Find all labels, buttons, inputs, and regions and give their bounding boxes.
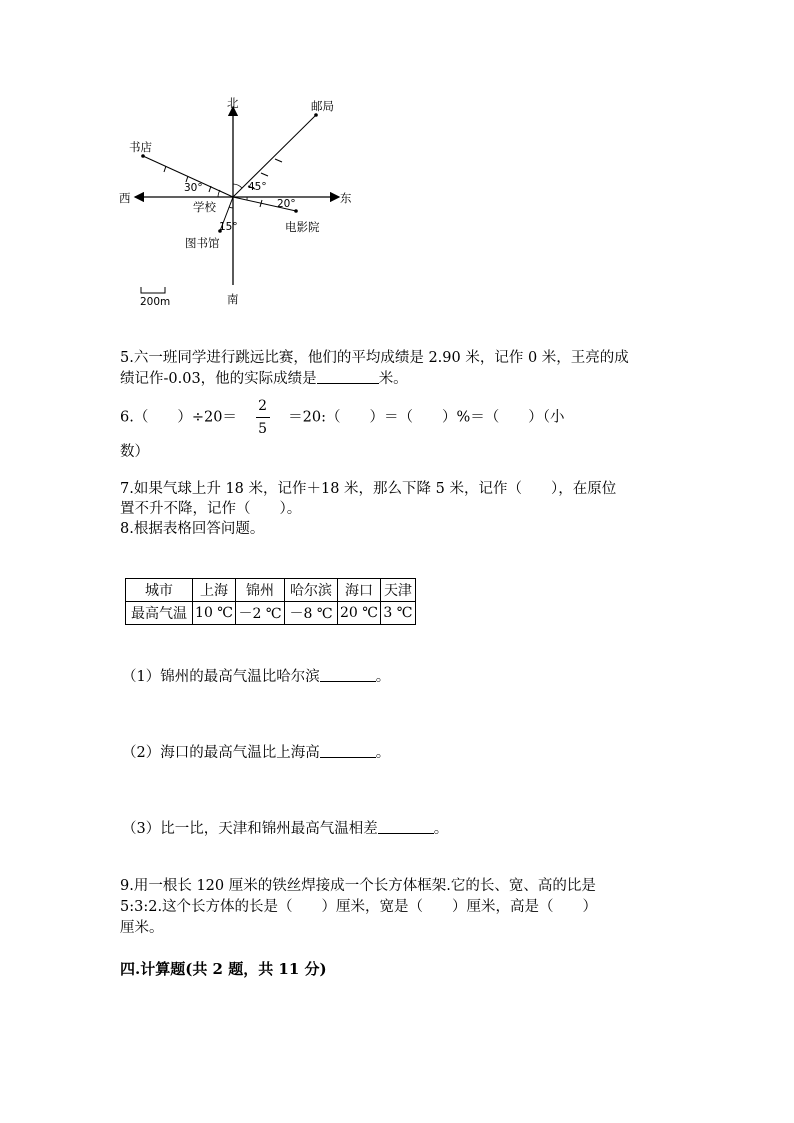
q9-line2: 5:3:2.这个长方体的长是（ ）厘米，宽是（ ）厘米，高是（ ） bbox=[120, 899, 598, 915]
table-header-row bbox=[126, 579, 416, 602]
library-label: 图书馆 bbox=[185, 236, 220, 250]
q8-sub2-blank[interactable] bbox=[320, 743, 376, 758]
q5-line2 bbox=[120, 369, 408, 390]
table-cell: －2 ℃ bbox=[236, 602, 285, 625]
post-office-ray bbox=[233, 115, 316, 197]
q5-line1: 5.六一班同学进行跳远比赛，他们的平均成绩是 2.90 米，记作 0 米，王亮的成 bbox=[120, 350, 629, 366]
table-cell: 3 ℃ bbox=[380, 602, 415, 625]
q8-sub2 bbox=[122, 743, 390, 764]
q8-sub3-end: 。 bbox=[433, 821, 449, 837]
direction-diagram bbox=[110, 90, 370, 315]
q8-sub1-end: 。 bbox=[375, 669, 391, 685]
q8-sub2-end: 。 bbox=[375, 745, 391, 761]
table-cell: 最高气温 bbox=[126, 602, 193, 625]
table-cell: 10 ℃ bbox=[193, 602, 236, 625]
table-cell: 锦州 bbox=[236, 579, 285, 602]
table-cell: 天津 bbox=[380, 579, 415, 602]
angle-bookstore-label: 30° bbox=[184, 182, 203, 194]
q8-sub3-text: （3）比一比，天津和锦州最高气温相差 bbox=[122, 821, 378, 837]
q8-sub1-blank[interactable] bbox=[320, 667, 376, 682]
q8-sub3-blank[interactable] bbox=[378, 819, 434, 834]
q7-line2: 置不升不降，记作（ ）。 bbox=[120, 501, 302, 517]
school-label: 学校 bbox=[193, 200, 216, 214]
scale-label: 200m bbox=[140, 296, 171, 308]
q8-sub3 bbox=[122, 819, 448, 840]
section-4-title: 四.计算题(共 2 题，共 11 分) bbox=[120, 960, 327, 978]
q6-fraction bbox=[256, 398, 270, 437]
q5-line2-text: 绩记作-0.03，他的实际成绩是 bbox=[120, 371, 317, 387]
angle-library-label: 15° bbox=[219, 221, 238, 233]
table-cell: 城市 bbox=[126, 579, 193, 602]
bookstore-label: 书店 bbox=[129, 140, 152, 154]
temperature-table bbox=[125, 578, 416, 625]
angle-post-label: 45° bbox=[248, 181, 267, 193]
q8-sub1 bbox=[122, 667, 390, 688]
table-cell: －8 ℃ bbox=[285, 602, 338, 625]
table-cell: 哈尔滨 bbox=[285, 579, 338, 602]
table-row bbox=[126, 602, 416, 625]
fraction-bar bbox=[256, 417, 270, 418]
q6-part-b: ＝20:（ ）＝（ ）%＝（ ）（小 bbox=[288, 409, 565, 426]
cinema-label: 电影院 bbox=[285, 220, 320, 234]
north-label: 北 bbox=[227, 96, 239, 110]
scale-bar bbox=[141, 287, 165, 293]
q8-sub2-text: （2）海口的最高气温比上海高 bbox=[122, 745, 320, 761]
q6-denominator: 5 bbox=[258, 421, 267, 437]
q7-line1: 7.如果气球上升 18 米，记作＋18 米，那么下降 5 米，记作（ ），在原位 bbox=[120, 481, 617, 497]
angle-cinema-label: 20° bbox=[277, 198, 296, 210]
west-label: 西 bbox=[119, 191, 131, 205]
q5-line2-unit: 米。 bbox=[378, 371, 408, 387]
south-label: 南 bbox=[227, 292, 239, 306]
table-cell: 海口 bbox=[338, 579, 381, 602]
q6-part-a: 6.（ ）÷20＝ bbox=[120, 409, 237, 426]
q5-answer-blank[interactable] bbox=[317, 369, 379, 384]
q6-line1 bbox=[120, 398, 565, 437]
q6-numerator: 2 bbox=[258, 398, 267, 414]
table-cell: 20 ℃ bbox=[338, 602, 381, 625]
post-office-label: 邮局 bbox=[311, 99, 334, 113]
q9-line3: 厘米。 bbox=[120, 920, 164, 936]
table-cell: 上海 bbox=[193, 579, 236, 602]
east-label: 东 bbox=[340, 191, 352, 205]
q9-line1: 9.用一根长 120 厘米的铁丝焊接成一个长方体框架.它的长、宽、高的比是 bbox=[120, 878, 596, 894]
q8-sub1-text: （1）锦州的最高气温比哈尔滨 bbox=[122, 669, 320, 685]
q6-line2: 数） bbox=[120, 444, 149, 460]
q8-title: 8.根据表格回答问题。 bbox=[120, 521, 265, 537]
